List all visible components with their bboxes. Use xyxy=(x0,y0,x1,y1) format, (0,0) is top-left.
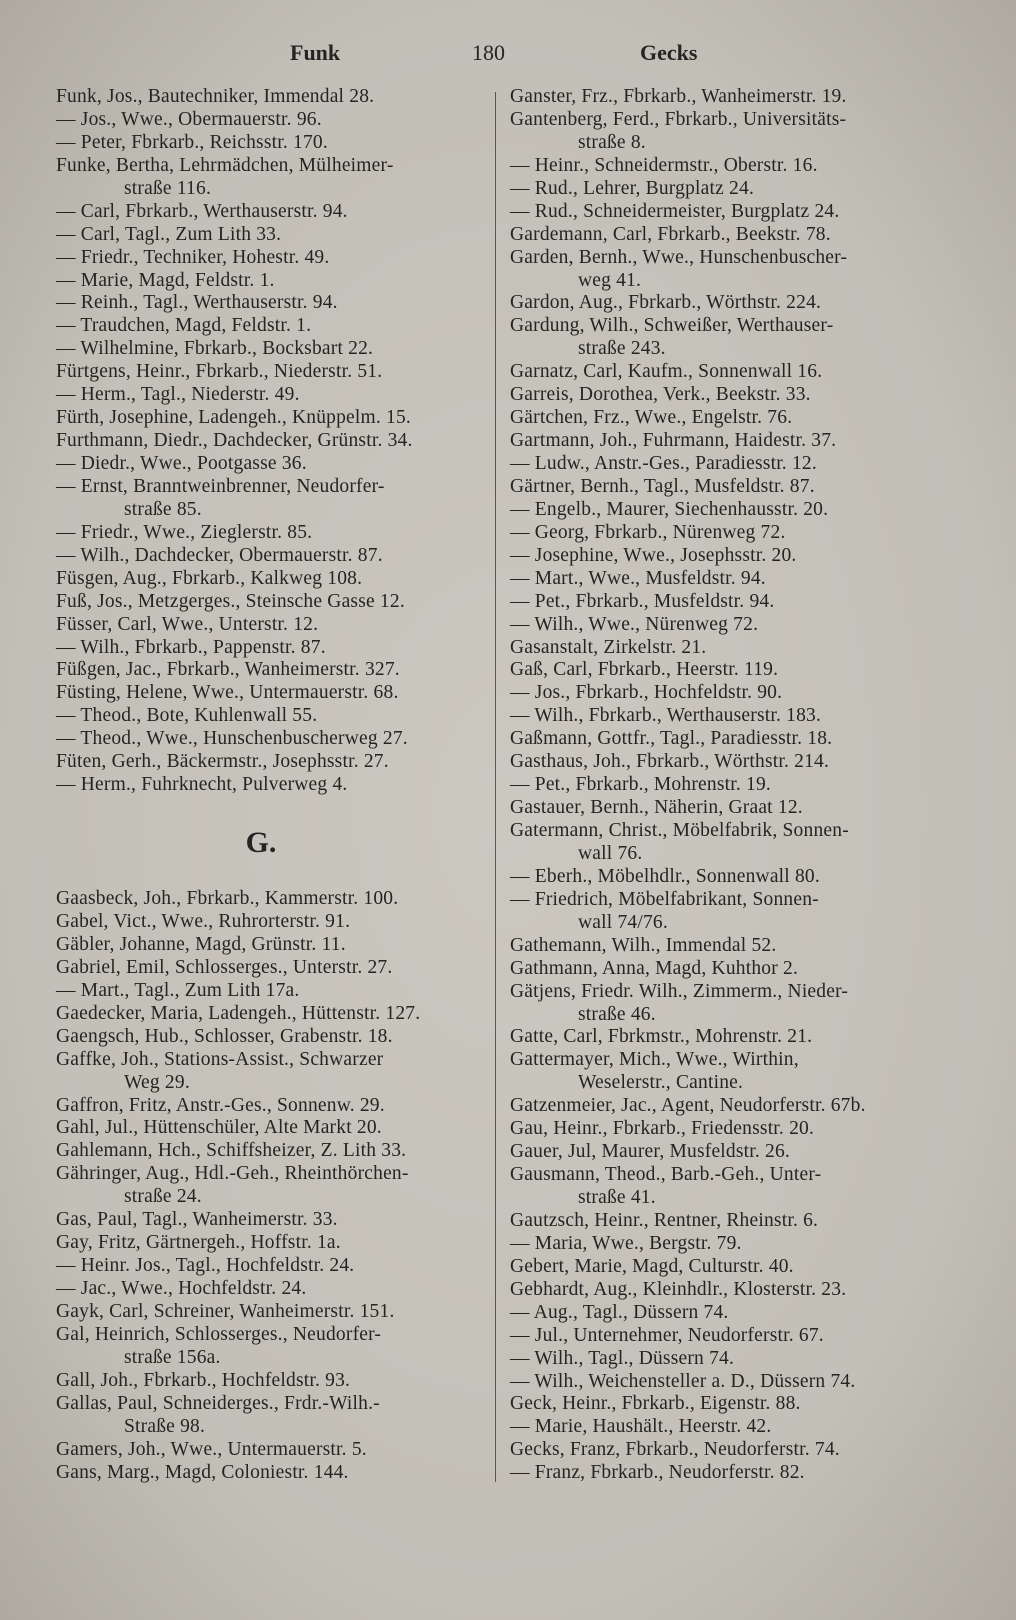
directory-entry: Füsting, Helene, Wwe., Untermauerstr. 68. xyxy=(56,682,399,704)
directory-entry: Gärtchen, Frz., Wwe., Engelstr. 76. xyxy=(510,407,793,429)
directory-entry: Gaßmann, Gottfr., Tagl., Paradiesstr. 18. xyxy=(510,728,833,750)
directory-entry: Gabel, Vict., Wwe., Ruhrorterstr. 91. xyxy=(56,911,351,932)
directory-entry: Gamers, Joh., Wwe., Untermauerstr. 5. xyxy=(56,1438,367,1460)
directory-entry: Gatte, Carl, Fbrkmstr., Mohrenstr. 21. xyxy=(510,1026,813,1048)
directory-entry: Gaffke, Joh., Stations-Assist., Schwarzer xyxy=(56,1048,384,1070)
entry-continuation: straße 116. xyxy=(124,177,212,199)
directory-entry: Gatermann, Christ., Möbelfabrik, Sonnen- xyxy=(510,820,849,841)
directory-entry: — Maria, Wwe., Bergstr. 79. xyxy=(510,1232,742,1254)
directory-entry: Fürth, Josephine, Ladengeh., Knüppelm. 15. xyxy=(56,407,412,429)
directory-entry: — Ludw., Anstr.-Ges., Paradiesstr. 12. xyxy=(510,453,817,474)
directory-entry: — Georg, Fbrkarb., Nürenweg 72. xyxy=(510,521,786,543)
directory-entry: Gebert, Marie, Magd, Culturstr. 40. xyxy=(510,1255,794,1277)
directory-entry: — Traudchen, Magd, Feldstr. 1. xyxy=(56,315,312,337)
entry-continuation: straße 85. xyxy=(124,498,202,520)
directory-entry: Gaß, Carl, Fbrkarb., Heerstr. 119. xyxy=(510,659,779,681)
directory-entry: — Wilh., Dachdecker, Obermauerstr. 87. xyxy=(56,544,383,566)
directory-entry: — Marie, Haushält., Heerstr. 42. xyxy=(510,1416,772,1438)
directory-entry: — Heinr. Jos., Tagl., Hochfeldstr. 24. xyxy=(56,1255,355,1277)
directory-entry: Gantenberg, Ferd., Fbrkarb., Universitäts- xyxy=(510,108,847,130)
directory-entry: Gartmann, Joh., Fuhrmann, Haidestr. 37. xyxy=(510,430,837,452)
directory-entry: Gau, Heinr., Fbrkarb., Friedensstr. 20. xyxy=(510,1118,815,1140)
entry-continuation: straße 8. xyxy=(578,131,646,153)
entry-continuation: straße 243. xyxy=(578,338,666,360)
directory-entry: — Friedr., Techniker, Hohestr. 49. xyxy=(56,246,330,268)
directory-entry: — Ernst, Branntweinbrenner, Neudorfer- xyxy=(56,475,385,497)
directory-entry: Gärtner, Bernh., Tagl., Musfeldstr. 87. xyxy=(510,475,815,497)
directory-entry: Gardemann, Carl, Fbrkarb., Beekstr. 78. xyxy=(510,223,831,245)
directory-entry: Furthmann, Diedr., Dachdecker, Grünstr. 34. xyxy=(56,430,413,452)
directory-entry: Gal, Heinrich, Schlosserges., Neudorfer- xyxy=(56,1323,382,1345)
entry-continuation: straße 156a. xyxy=(124,1346,221,1368)
section-heading: G. xyxy=(245,826,277,860)
directory-entry: — Jul., Unternehmer, Neudorferstr. 67. xyxy=(510,1324,824,1346)
directory-entry: Gasanstalt, Zirkelstr. 21. xyxy=(510,636,707,658)
directory-entry: Gas, Paul, Tagl., Wanheimerstr. 33. xyxy=(56,1209,338,1231)
directory-entry: Gabriel, Emil, Schlosserges., Unterstr. 27. xyxy=(56,956,393,978)
directory-entry: Gäbler, Johanne, Magd, Grünstr. 11. xyxy=(56,933,346,955)
entry-continuation: straße 41. xyxy=(578,1187,656,1208)
directory-entry: Geck, Heinr., Fbrkarb., Eigenstr. 88. xyxy=(510,1393,801,1415)
directory-entry: Gall, Joh., Fbrkarb., Hochfeldstr. 93. xyxy=(56,1369,351,1391)
directory-entry: Funke, Bertha, Lehrmädchen, Mülheimer- xyxy=(56,154,394,176)
directory-entry: — Eberh., Möbelhdlr., Sonnenwall 80. xyxy=(510,865,820,887)
directory-entry: Gastauer, Bernh., Näherin, Graat 12. xyxy=(510,797,803,819)
running-head-right: Gecks xyxy=(640,40,698,65)
directory-entry: Gahlemann, Hch., Schiffsheizer, Z. Lith 33. xyxy=(56,1140,407,1162)
directory-entry: — Herm., Fuhrknecht, Pulverweg 4. xyxy=(56,774,348,796)
directory-entry: Gaengsch, Hub., Schlosser, Grabenstr. 18. xyxy=(56,1025,393,1047)
directory-entry: — Diedr., Wwe., Pootgasse 36. xyxy=(56,453,307,474)
directory-entry: — Wilh., Fbrkarb., Werthauserstr. 183. xyxy=(510,705,822,727)
directory-entry: — Friedr., Wwe., Zieglerstr. 85. xyxy=(56,521,313,543)
directory-entry: Gans, Marg., Magd, Coloniestr. 144. xyxy=(56,1461,349,1483)
directory-entry: Gauer, Jul, Maurer, Musfeldstr. 26. xyxy=(510,1141,791,1163)
directory-entry: Gaedecker, Maria, Ladengeh., Hüttenstr. 127. xyxy=(56,1002,421,1024)
directory-entry: — Mart., Wwe., Musfeldstr. 94. xyxy=(510,567,766,589)
directory-entry: — Mart., Tagl., Zum Lith 17a. xyxy=(56,979,300,1001)
directory-entry: Fuß, Jos., Metzgerges., Steinsche Gasse 12. xyxy=(56,590,405,612)
directory-entry: — Carl, Tagl., Zum Lith 33. xyxy=(56,223,282,245)
directory-entry: Gayk, Carl, Schreiner, Wanheimerstr. 151. xyxy=(56,1300,395,1322)
directory-entry: Gardon, Aug., Fbrkarb., Wörthstr. 224. xyxy=(510,292,822,314)
directory-entry: Gallas, Paul, Schneiderges., Frdr.-Wilh.- xyxy=(56,1392,380,1414)
directory-entry: Gathmann, Anna, Magd, Kuhthor 2. xyxy=(510,957,799,979)
directory-entry: Gausmann, Theod., Barb.-Geh., Unter- xyxy=(510,1164,822,1186)
directory-entry: Gay, Fritz, Gärtnergeh., Hoffstr. 1a. xyxy=(56,1232,341,1254)
page-number: 180 xyxy=(472,40,505,65)
directory-entry: Gathemann, Wilh., Immendal 52. xyxy=(510,934,777,956)
directory-entry: Gecks, Franz, Fbrkarb., Neudorferstr. 74. xyxy=(510,1439,840,1461)
directory-entry: Füten, Gerh., Bäckermstr., Josephsstr. 27. xyxy=(56,751,389,773)
directory-entry: — Wilh., Wwe., Nürenweg 72. xyxy=(510,613,759,635)
directory-entry: — Jos., Wwe., Obermauerstr. 96. xyxy=(56,108,322,130)
directory-entry: Fürtgens, Heinr., Fbrkarb., Niederstr. 51. xyxy=(56,361,383,383)
entry-continuation: straße 46. xyxy=(578,1003,656,1025)
entry-continuation: Straße 98. xyxy=(124,1415,206,1437)
entry-continuation: wall 76. xyxy=(578,842,643,864)
directory-entry: Gasthaus, Joh., Fbrkarb., Wörthstr. 214. xyxy=(510,751,830,773)
directory-entry: Gatzenmeier, Jac., Agent, Neudorferstr. 67b. xyxy=(510,1095,866,1117)
entry-continuation: straße 24. xyxy=(124,1186,202,1208)
directory-entry: — Engelb., Maurer, Siechenhausstr. 20. xyxy=(510,498,829,520)
entry-continuation: weg 41. xyxy=(578,269,642,291)
directory-entry: Funk, Jos., Bautechniker, Immendal 28. xyxy=(56,86,375,107)
directory-entry: Garreis, Dorothea, Verk., Beekstr. 33. xyxy=(510,384,811,406)
directory-entry: — Carl, Fbrkarb., Werthauserstr. 94. xyxy=(56,200,348,222)
directory-entry: — Pet., Fbrkarb., Mohrenstr. 19. xyxy=(510,774,771,796)
directory-entry: Füsser, Carl, Wwe., Unterstr. 12. xyxy=(56,613,319,635)
directory-entry: Gebhardt, Aug., Kleinhdlr., Klosterstr. 23. xyxy=(510,1278,847,1300)
directory-entry: — Pet., Fbrkarb., Musfeldstr. 94. xyxy=(510,590,775,612)
entry-continuation: Weselerstr., Cantine. xyxy=(578,1072,744,1094)
directory-entry: — Wilhelmine, Fbrkarb., Bocksbart 22. xyxy=(56,338,374,360)
directory-entry: Gätjens, Friedr. Wilh., Zimmerm., Nieder- xyxy=(510,980,849,1002)
directory-entry: — Wilh., Tagl., Düssern 74. xyxy=(510,1347,735,1369)
directory-entry: Gattermayer, Mich., Wwe., Wirthin, xyxy=(510,1049,799,1071)
directory-entry: — Rud., Lehrer, Burgplatz 24. xyxy=(510,177,755,199)
directory-entry: — Jos., Fbrkarb., Hochfeldstr. 90. xyxy=(510,682,783,704)
directory-entry: Gaffron, Fritz, Anstr.-Ges., Sonnenw. 29. xyxy=(56,1094,385,1116)
directory-entry: — Marie, Magd, Feldstr. 1. xyxy=(56,269,275,291)
directory-entry: — Friedrich, Möbelfabrikant, Sonnen- xyxy=(510,888,819,910)
directory-entry: — Heinr., Schneidermstr., Oberstr. 16. xyxy=(510,154,818,176)
directory-entry: Gautzsch, Heinr., Rentner, Rheinstr. 6. xyxy=(510,1209,819,1231)
left-column xyxy=(56,86,486,1484)
directory-entry: — Josephine, Wwe., Josephsstr. 20. xyxy=(510,544,797,566)
directory-entry: — Franz, Fbrkarb., Neudorferstr. 82. xyxy=(510,1462,805,1484)
directory-entry: Gaasbeck, Joh., Fbrkarb., Kammerstr. 100. xyxy=(56,888,399,910)
directory-entry: Garnatz, Carl, Kaufm., Sonnenwall 16. xyxy=(510,361,823,383)
directory-entry: — Wilh., Fbrkarb., Pappenstr. 87. xyxy=(56,636,326,658)
directory-entry: — Rud., Schneidermeister, Burgplatz 24. xyxy=(510,200,840,222)
directory-entry: — Theod., Wwe., Hunschenbuscherweg 27. xyxy=(56,728,408,750)
directory-entry: — Reinh., Tagl., Werthauserstr. 94. xyxy=(56,292,338,314)
directory-entry: — Jac., Wwe., Hochfeldstr. 24. xyxy=(56,1278,307,1299)
directory-entry: — Theod., Bote, Kuhlenwall 55. xyxy=(56,705,318,727)
directory-entry: — Wilh., Weichensteller a. D., Düssern 74. xyxy=(510,1370,856,1392)
directory-entry: — Herm., Tagl., Niederstr. 49. xyxy=(56,384,300,406)
directory-entry: Garden, Bernh., Wwe., Hunschenbuscher- xyxy=(510,246,848,268)
directory-entry: Füsgen, Aug., Fbrkarb., Kalkweg 108. xyxy=(56,567,363,589)
column-divider xyxy=(495,92,496,1482)
entry-continuation: Weg 29. xyxy=(124,1071,190,1093)
right-column xyxy=(510,86,940,1485)
entry-continuation: wall 74/76. xyxy=(578,911,668,933)
directory-entry: — Aug., Tagl., Düssern 74. xyxy=(510,1301,729,1323)
directory-entry: Ganster, Frz., Fbrkarb., Wanheimerstr. 19. xyxy=(510,86,847,107)
directory-entry: Gahl, Jul., Hüttenschüler, Alte Markt 20. xyxy=(56,1117,382,1139)
running-head-left: Funk xyxy=(290,40,341,65)
directory-entry: — Peter, Fbrkarb., Reichsstr. 170. xyxy=(56,131,328,153)
directory-entry: Gardung, Wilh., Schweißer, Werthauser- xyxy=(510,315,834,337)
directory-entry: Füßgen, Jac., Fbrkarb., Wanheimerstr. 327. xyxy=(56,659,400,681)
directory-entry: Gähringer, Aug., Hdl.-Geh., Rheinthörchen- xyxy=(56,1163,409,1185)
